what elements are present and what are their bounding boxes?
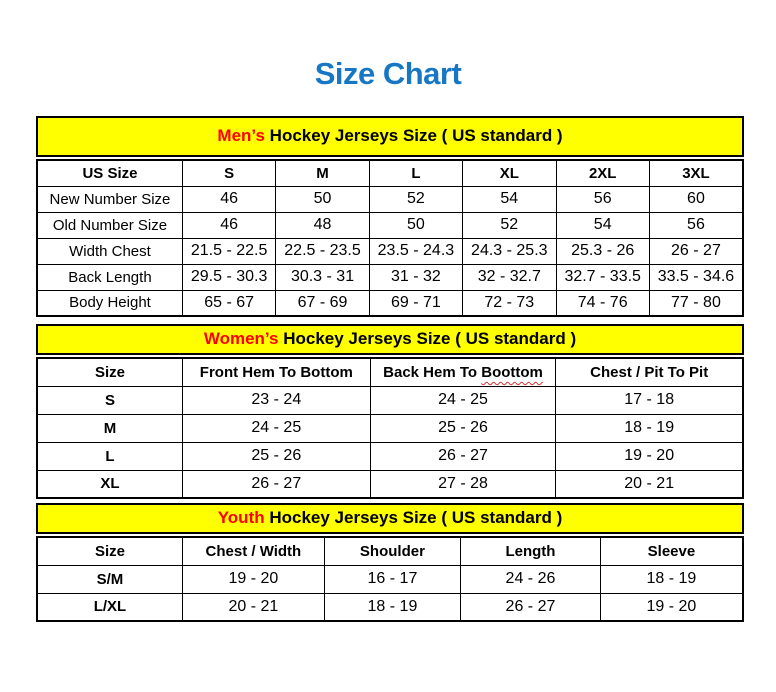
- mens-banner-highlight: Men’s: [217, 126, 265, 145]
- size-value-cell: 23 - 24: [182, 386, 370, 414]
- row-label: Old Number Size: [37, 212, 182, 238]
- table-row: [37, 238, 743, 264]
- row-label: Back Length: [37, 264, 182, 290]
- row-label: L: [37, 442, 182, 470]
- page-title: Size Chart: [314, 56, 462, 91]
- column-header: Size: [37, 358, 182, 386]
- row-label: New Number Size: [37, 186, 182, 212]
- size-value-cell: 65 - 67: [182, 290, 275, 316]
- table-row: [37, 414, 743, 442]
- size-value-cell: 30.3 - 31: [276, 264, 369, 290]
- back-hem-label-prefix: Back Hem To: [383, 363, 482, 381]
- column-header: 2XL: [556, 160, 649, 186]
- size-value-cell: 67 - 69: [276, 290, 369, 316]
- size-value-cell: 23.5 - 24.3: [369, 238, 462, 264]
- column-header: Length: [461, 537, 601, 565]
- column-header: M: [276, 160, 369, 186]
- size-value-cell: 29.5 - 30.3: [182, 264, 275, 290]
- column-header: XL: [463, 160, 556, 186]
- size-value-cell: 25.3 - 26: [556, 238, 649, 264]
- size-value-cell: 54: [463, 186, 556, 212]
- column-header: S: [182, 160, 275, 186]
- size-value-cell: 18 - 19: [556, 414, 743, 442]
- womens-banner-highlight: Women’s: [203, 329, 279, 348]
- size-value-cell: 56: [649, 212, 743, 238]
- row-label: M: [37, 414, 182, 442]
- size-value-cell: 26 - 27: [649, 238, 743, 264]
- size-value-cell: 25 - 26: [370, 414, 556, 442]
- row-label: Width Chest: [37, 238, 182, 264]
- size-value-cell: 50: [369, 212, 462, 238]
- size-value-cell: 24 - 25: [182, 414, 370, 442]
- size-value-cell: 20 - 21: [182, 593, 324, 621]
- row-label: XL: [37, 470, 182, 498]
- youth-section: [36, 503, 744, 622]
- size-value-cell: 69 - 71: [369, 290, 462, 316]
- womens-section-banner: [36, 324, 744, 355]
- size-value-cell: 72 - 73: [463, 290, 556, 316]
- size-value-cell: 46: [182, 186, 275, 212]
- table-row: [37, 212, 743, 238]
- size-value-cell: 27 - 28: [370, 470, 556, 498]
- size-value-cell: 19 - 20: [556, 442, 743, 470]
- column-header-with-typo: [370, 358, 556, 386]
- row-label: L/XL: [37, 593, 182, 621]
- column-header: Chest / Width: [182, 537, 324, 565]
- table-row: [37, 565, 743, 593]
- size-value-cell: 20 - 21: [556, 470, 743, 498]
- size-value-cell: 60: [649, 186, 743, 212]
- mens-section-banner: [36, 116, 744, 157]
- size-value-cell: 26 - 27: [461, 593, 601, 621]
- table-row: [37, 290, 743, 316]
- mens-banner-text: Hockey Jerseys Size ( US standard ): [264, 126, 563, 145]
- column-header: US Size: [37, 160, 182, 186]
- size-value-cell: 22.5 - 23.5: [276, 238, 369, 264]
- size-value-cell: 50: [276, 186, 369, 212]
- size-value-cell: 24.3 - 25.3: [463, 238, 556, 264]
- table-row: [37, 470, 743, 498]
- table-row: [37, 186, 743, 212]
- mens-header-row: [37, 160, 743, 186]
- size-value-cell: 32.7 - 33.5: [556, 264, 649, 290]
- size-chart-page: [0, 56, 776, 692]
- size-value-cell: 48: [276, 212, 369, 238]
- table-row: [37, 593, 743, 621]
- size-value-cell: 19 - 20: [600, 593, 743, 621]
- size-value-cell: 18 - 19: [324, 593, 460, 621]
- size-value-cell: 24 - 25: [370, 386, 556, 414]
- row-label: Body Height: [37, 290, 182, 316]
- size-value-cell: 54: [556, 212, 649, 238]
- womens-section: [36, 324, 744, 499]
- size-value-cell: 26 - 27: [370, 442, 556, 470]
- row-label: S/M: [37, 565, 182, 593]
- table-row: [37, 386, 743, 414]
- size-value-cell: 74 - 76: [556, 290, 649, 316]
- column-header: Shoulder: [324, 537, 460, 565]
- youth-banner-text: Hockey Jerseys Size ( US standard ): [264, 508, 563, 527]
- table-row: [37, 442, 743, 470]
- size-value-cell: 52: [369, 186, 462, 212]
- size-value-cell: 33.5 - 34.6: [649, 264, 743, 290]
- size-value-cell: 56: [556, 186, 649, 212]
- size-chart-content: [36, 116, 744, 622]
- youth-size-table: [36, 536, 744, 622]
- column-header: Chest / Pit To Pit: [556, 358, 743, 386]
- size-value-cell: 31 - 32: [369, 264, 462, 290]
- column-header: 3XL: [649, 160, 743, 186]
- size-value-cell: 21.5 - 22.5: [182, 238, 275, 264]
- size-value-cell: 77 - 80: [649, 290, 743, 316]
- mens-size-table: [36, 159, 744, 317]
- size-value-cell: 24 - 26: [461, 565, 601, 593]
- column-header: L: [369, 160, 462, 186]
- size-value-cell: 18 - 19: [600, 565, 743, 593]
- column-header: Sleeve: [600, 537, 743, 565]
- size-value-cell: 17 - 18: [556, 386, 743, 414]
- mens-section: [36, 116, 744, 317]
- size-value-cell: 25 - 26: [182, 442, 370, 470]
- youth-banner-highlight: Youth: [217, 508, 265, 527]
- size-value-cell: 46: [182, 212, 275, 238]
- table-row: [37, 264, 743, 290]
- womens-size-table: [36, 357, 744, 499]
- womens-header-row: [37, 358, 743, 386]
- youth-header-row: [37, 537, 743, 565]
- row-label: S: [37, 386, 182, 414]
- size-value-cell: 19 - 20: [182, 565, 324, 593]
- column-header: Front Hem To Bottom: [182, 358, 370, 386]
- column-header: Size: [37, 537, 182, 565]
- size-value-cell: 32 - 32.7: [463, 264, 556, 290]
- womens-banner-text: Hockey Jerseys Size ( US standard ): [278, 329, 577, 348]
- size-value-cell: 16 - 17: [324, 565, 460, 593]
- size-value-cell: 26 - 27: [182, 470, 370, 498]
- youth-section-banner: [36, 503, 744, 534]
- size-value-cell: 52: [463, 212, 556, 238]
- misspelled-word-spellcheck-underline: Boottom: [481, 363, 543, 381]
